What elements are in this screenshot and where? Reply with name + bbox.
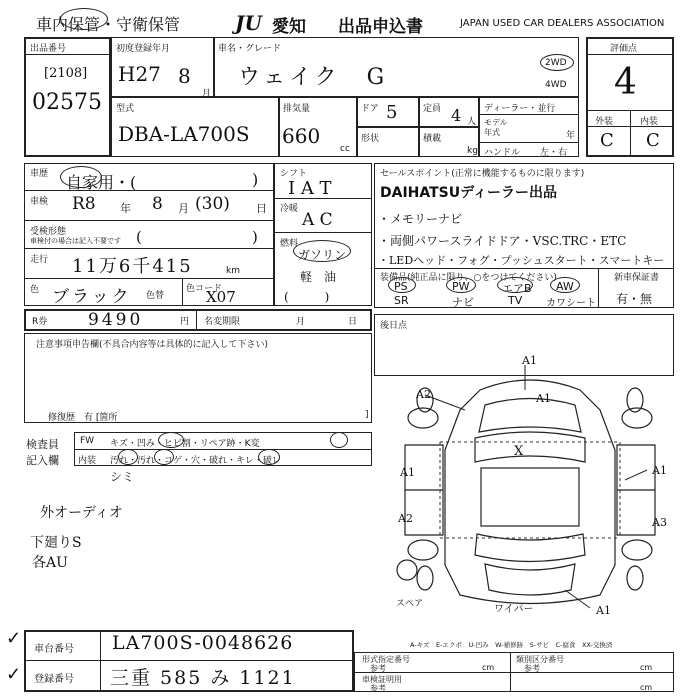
fuel-gas: ガソリン bbox=[298, 248, 347, 262]
displacement-label: 排気量 bbox=[283, 104, 311, 114]
mileage-label: 走行 bbox=[30, 255, 49, 265]
shift-label: シフト bbox=[280, 169, 308, 179]
dmg-a1-right: A1 bbox=[652, 464, 667, 477]
warranty-label: 新車保証書 bbox=[614, 273, 660, 283]
shape-label: 形状 bbox=[361, 134, 380, 144]
drive-4wd: 4WD bbox=[545, 80, 567, 90]
selling-label: セールスポイント(正常に機能するものに限ります) bbox=[380, 169, 585, 179]
storage-circle bbox=[60, 8, 108, 30]
selling-headline: DAIHATSUディーラー出品 bbox=[380, 185, 558, 201]
shift-value: I A T bbox=[288, 178, 332, 199]
reg-no-value: 三重 585 み 1121 bbox=[110, 667, 296, 689]
dmg-a2-low: A2 bbox=[398, 512, 413, 525]
checker-row-2: 汚れ・汚れ・コゲ・穴・破れ・キレ・破レ bbox=[110, 456, 281, 466]
drive-2wd: 2WD bbox=[545, 58, 567, 68]
grade-value: 4 bbox=[614, 62, 637, 103]
fuel-other: ( ) bbox=[284, 290, 330, 304]
selling-line-3: ・LEDヘッド・フォグ・プッシュスタート・スマートキー bbox=[378, 254, 665, 267]
car-hood bbox=[479, 399, 581, 433]
equipment-label: 装備品(純正品に限り、○をつけてください) bbox=[380, 273, 557, 283]
inspection-label: 車検 bbox=[30, 197, 49, 207]
model-name-label: 車名・グレード bbox=[218, 44, 282, 54]
spare-label: スペア bbox=[396, 599, 424, 609]
dmg-a3-right: A3 bbox=[652, 516, 667, 529]
dealer-label: ディーラー・並行 bbox=[484, 104, 556, 114]
dmg-a2-left: A2 bbox=[416, 388, 431, 401]
equip-tv: TV bbox=[508, 294, 523, 307]
color-change-label: 色替 bbox=[146, 291, 165, 301]
lot-sub: [2108] bbox=[44, 66, 88, 81]
color-value: ブラック bbox=[52, 287, 132, 307]
dmg-a1-top: A1 bbox=[522, 354, 537, 367]
aircon-value: A C bbox=[302, 210, 333, 230]
hand-note-2: 下廻りS bbox=[30, 535, 82, 551]
dmg-a1-left: A1 bbox=[400, 466, 415, 479]
car-windshield bbox=[475, 432, 585, 462]
recycle-label: R券 bbox=[32, 317, 48, 327]
dmg-a1-bottom: A1 bbox=[596, 604, 611, 617]
chassis-value: LA700S-0048626 bbox=[112, 632, 294, 654]
equip-ps: PS bbox=[394, 280, 408, 293]
equip-navi: ナビ bbox=[452, 296, 474, 309]
load-unit: kg bbox=[467, 146, 478, 156]
after-date-label: 後日点 bbox=[380, 321, 408, 331]
reg-first-month: 8 bbox=[178, 64, 191, 88]
repair-label: 修復歴 有 [箇所 bbox=[48, 413, 118, 423]
reg-first-label: 初度登録年月 bbox=[116, 44, 171, 54]
hand-note-3: 各AU bbox=[32, 555, 68, 571]
ext-label: 外装 bbox=[595, 117, 614, 127]
recycle-value: 9490 bbox=[88, 310, 144, 330]
model-year-label: モデル年式 bbox=[484, 118, 508, 137]
lot-number: 02575 bbox=[32, 90, 102, 115]
selling-line-2: ・両側パワースライドドア・VSC.TRC・ETC bbox=[378, 234, 627, 248]
mileage-unit: km bbox=[226, 266, 240, 276]
car-trunk bbox=[485, 564, 575, 595]
load-label: 積載 bbox=[423, 134, 442, 144]
fuel-diesel: 軽 油 bbox=[300, 270, 337, 284]
color-code-label: 色コード bbox=[186, 284, 223, 294]
color-code: X07 bbox=[206, 288, 236, 306]
reg-first-unit: 月 bbox=[202, 89, 212, 99]
dmg-a1-rear: A1 bbox=[536, 392, 551, 405]
footer-cert: 車検証明用 bbox=[362, 675, 402, 684]
inspection-month: 8 bbox=[152, 194, 163, 214]
reg-first-era: H27 bbox=[118, 62, 161, 86]
int-label: 内装 bbox=[640, 117, 659, 127]
model-year-unit: 年 bbox=[566, 131, 576, 141]
dmg-x-mark: X bbox=[514, 444, 524, 459]
displacement-value: 660 bbox=[282, 124, 321, 148]
aircon-label: 冷暖 bbox=[280, 204, 299, 214]
equipment-items bbox=[380, 280, 596, 308]
recycle-box bbox=[24, 309, 372, 331]
katashiki-value: DBA-LA700S bbox=[118, 122, 250, 146]
model-name-value: ウェイク G bbox=[238, 65, 389, 90]
accept-label: 受検形態 bbox=[30, 227, 67, 237]
org-name: 愛知 bbox=[272, 17, 306, 37]
ju-logo: JU bbox=[235, 11, 262, 35]
inspection-year: R8 bbox=[72, 194, 96, 214]
fuel-label: 燃料 bbox=[280, 239, 299, 249]
wiper-label: ワイパー bbox=[494, 604, 534, 615]
inspection-day: (30) bbox=[195, 194, 230, 214]
checker-fw: FW bbox=[80, 436, 95, 446]
name-change-label: 名変期限 bbox=[204, 317, 241, 327]
reg-no-label: 登録番号 bbox=[34, 674, 74, 685]
footer-category: 類別区分番号 bbox=[516, 655, 564, 664]
equip-aw: AW bbox=[556, 280, 574, 293]
capacity-unit: 人 bbox=[467, 117, 477, 127]
color-label: 色 bbox=[30, 285, 40, 295]
doors-value: 5 bbox=[386, 102, 398, 123]
equip-leather: カワシート bbox=[546, 298, 596, 309]
checker-note: シミ bbox=[110, 470, 135, 484]
accept-sub: 車検付の場合は記入不要です bbox=[30, 237, 121, 245]
ext-value: C bbox=[600, 130, 614, 151]
displacement-unit: cc bbox=[340, 144, 350, 154]
notes-label: 注意事項申告欄(不具合内容等は具体的に記入して下さい) bbox=[36, 340, 269, 350]
handle-label: ハンドル bbox=[484, 148, 521, 158]
capacity-value: 4 bbox=[451, 106, 462, 125]
int-value: C bbox=[646, 130, 660, 151]
history-value: 自家用・( bbox=[66, 173, 137, 192]
mileage-value: 11万6千415 bbox=[72, 256, 193, 277]
assoc-name: JAPAN USED CAR DEALERS ASSOCIATION bbox=[460, 18, 665, 29]
car-roof bbox=[481, 468, 579, 526]
recycle-unit: 円 bbox=[180, 317, 190, 327]
warranty-value: 有・無 bbox=[616, 292, 653, 306]
chassis-label: 車台番号 bbox=[34, 644, 74, 655]
storage-note: 車内保管・守衛保管 bbox=[36, 15, 181, 34]
capacity-label: 定員 bbox=[423, 104, 442, 114]
damage-legend: A-キズ E-エクボ U-凹み W-補修跡 S-サビ C-腐食 XX-交換済 bbox=[410, 641, 613, 649]
equip-sr: SR bbox=[394, 294, 409, 307]
doors-label: ドア bbox=[361, 104, 379, 114]
lot-label: 出品番号 bbox=[30, 44, 67, 54]
margin-mark-1: ✓ bbox=[6, 628, 22, 649]
checker-label-2: 記入欄 bbox=[26, 454, 59, 467]
handle-opts: 左・右 bbox=[540, 148, 568, 158]
doc-title: 出品申込書 bbox=[338, 17, 423, 37]
checker-naiso: 内装 bbox=[78, 456, 97, 466]
equip-pw: PW bbox=[452, 280, 470, 293]
katashiki-label: 型式 bbox=[116, 104, 135, 114]
equip-airbag: エアB bbox=[502, 282, 532, 295]
selling-line-1: ・メモリーナビ bbox=[378, 212, 463, 226]
hand-note-1: 外オーディオ bbox=[40, 505, 123, 521]
checker-label-1: 検査員 bbox=[26, 438, 59, 451]
checker-row-1: キズ・凹み・ヒビ割・リペア跡・K変 bbox=[110, 439, 260, 449]
footer-limit: 形式指定番号 bbox=[362, 655, 410, 664]
grade-label: 評価点 bbox=[610, 44, 638, 54]
margin-mark-2: ✓ bbox=[6, 664, 22, 685]
history-label: 車歴 bbox=[30, 169, 49, 179]
